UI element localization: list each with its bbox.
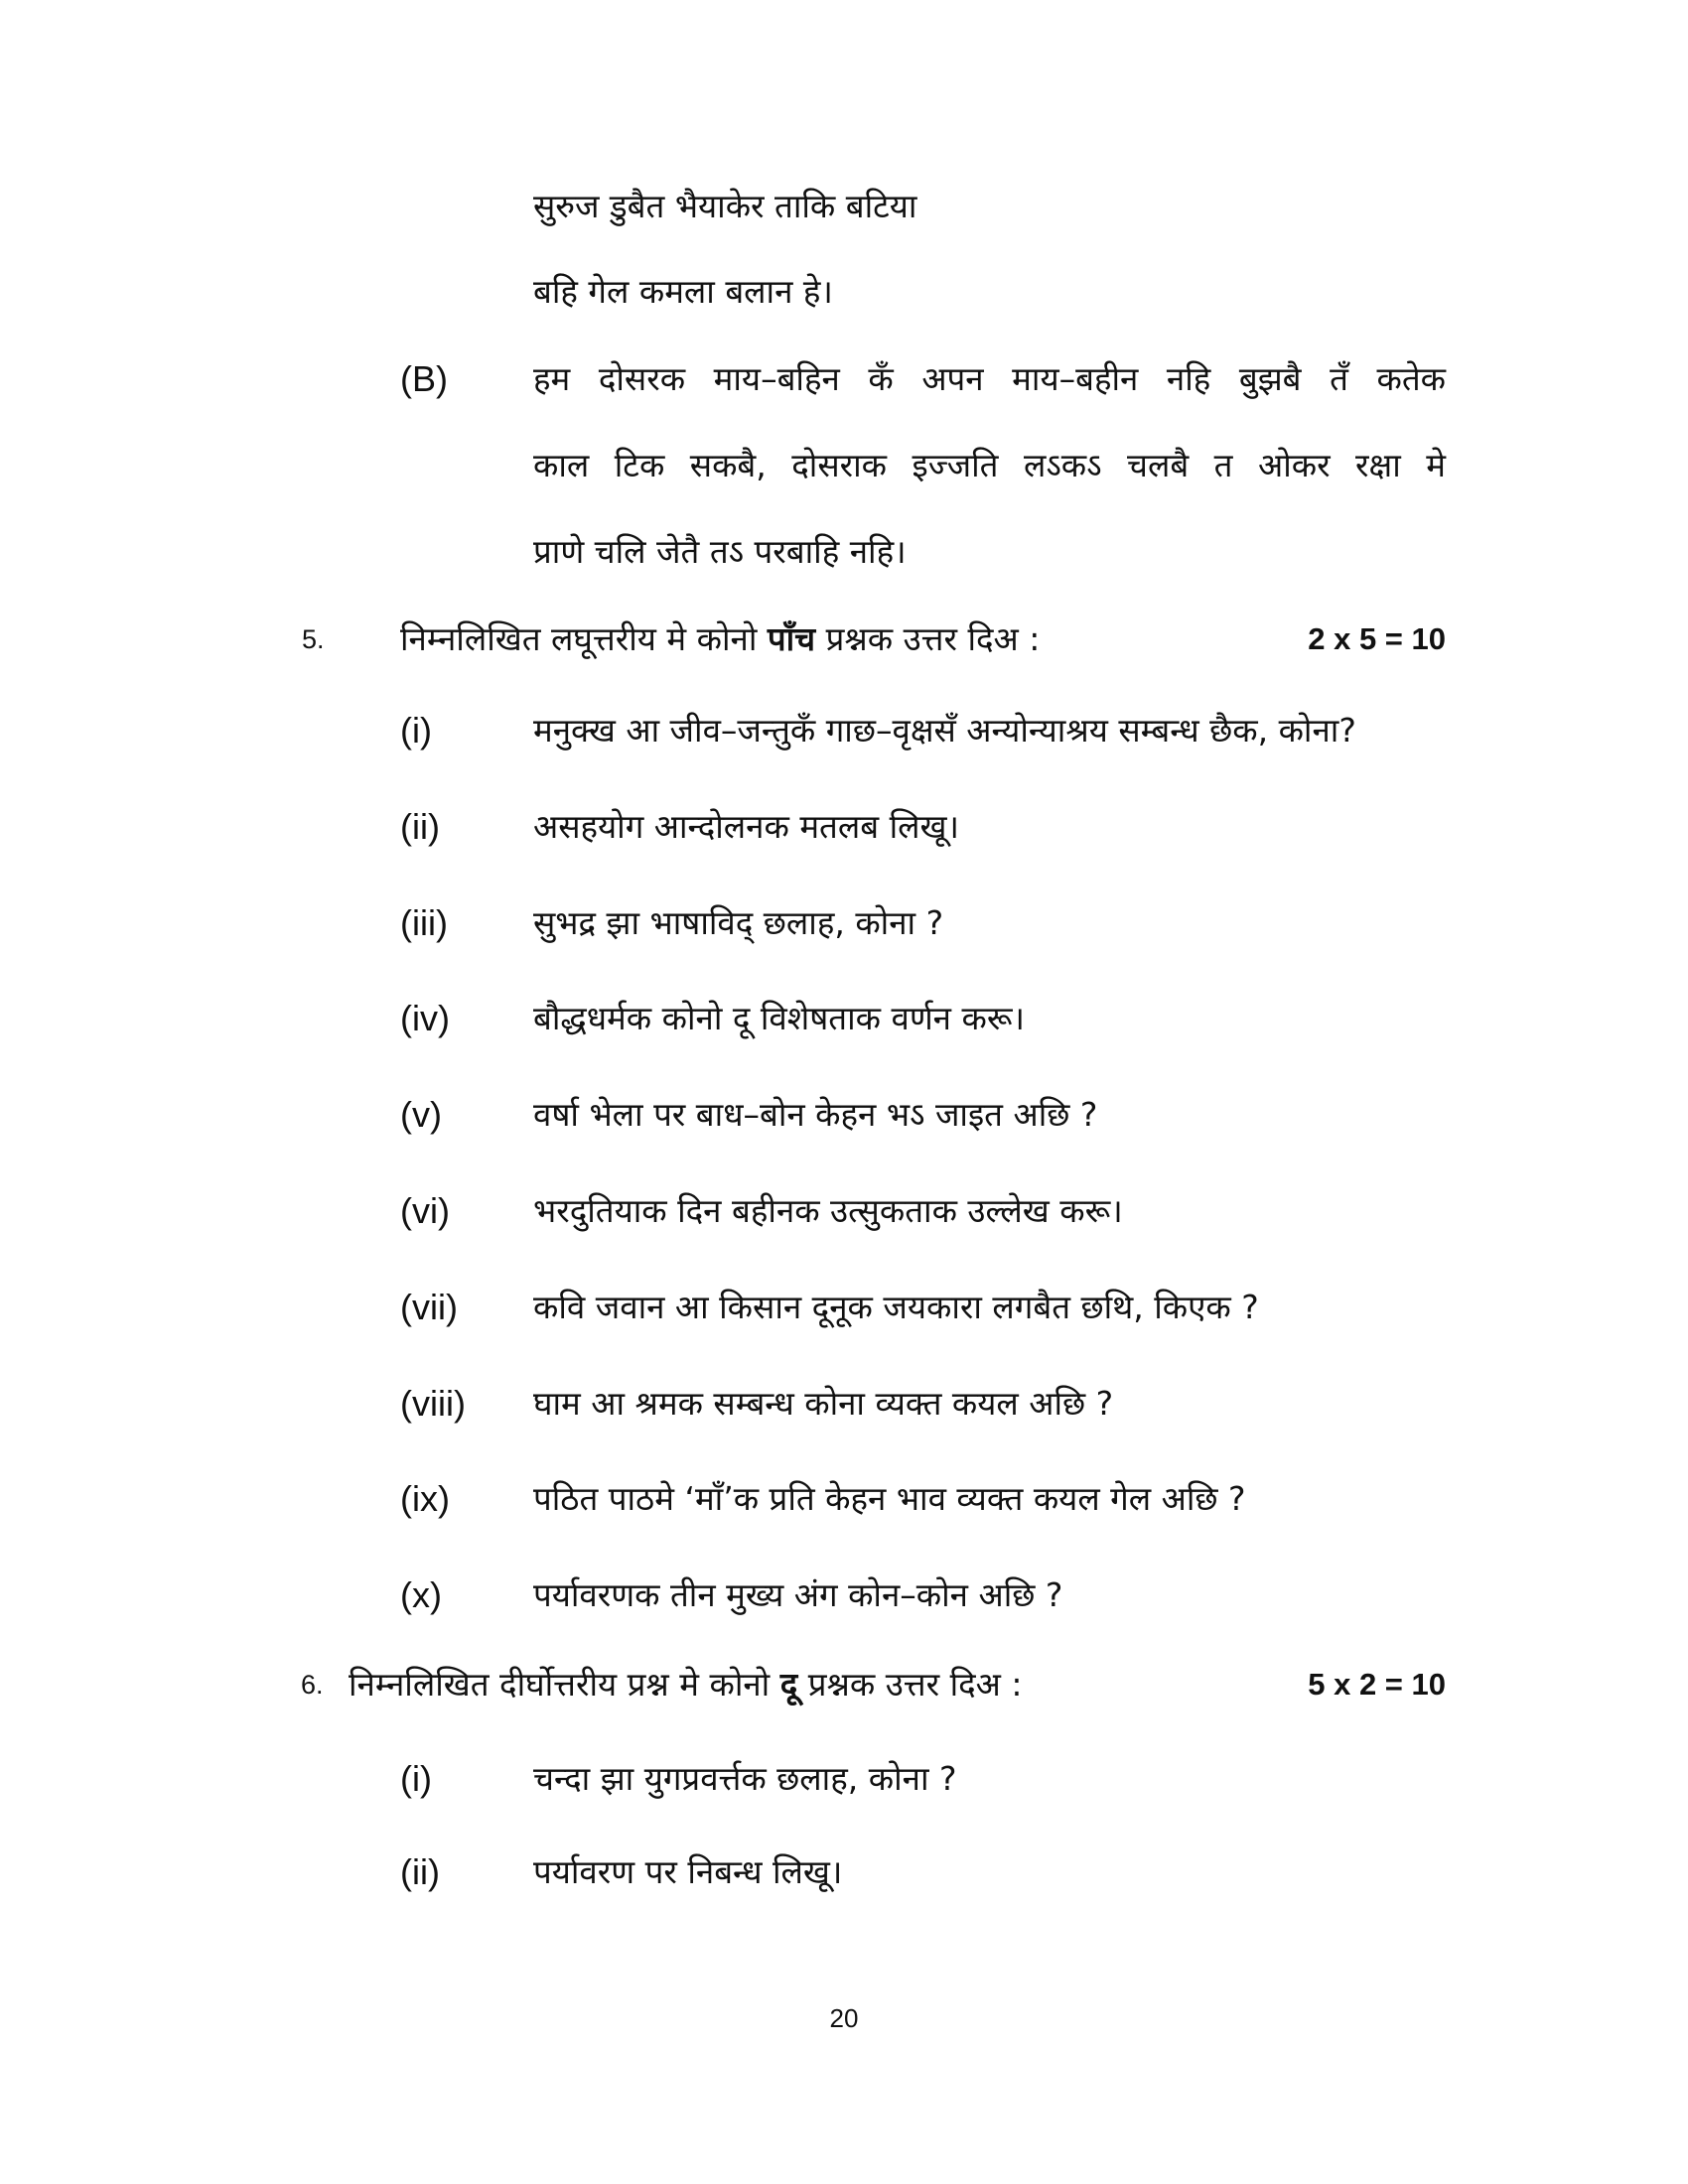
passage-b-line-1: हम दोसरक माय–बहिन कँ अपन माय–बहीन नहि बुझबै तँ कतेक [533,359,1446,398]
q5-item-label: (x) [400,1574,442,1616]
q5-count: पाँच [767,619,816,658]
passage-a-line-1: सुरुज डुबैत भैयाकेर ताकि बटिया [533,187,917,225]
q5-item-label: (iv) [400,998,450,1039]
q5-marks: 2 x 5 = 10 [1308,621,1446,656]
q5-item-label: (i) [400,710,432,751]
q5-item-label: (iii) [400,901,448,943]
passage-a-line-2: बहि गेल कमला बलान हे। [533,272,833,311]
q5-item-text: पठित पाठमे ‘माँ’क प्रति केहन भाव व्यक्त कयल गेल अछि ? [533,1479,1246,1519]
q5-item-text: कवि जवान आ किसान दूनूक जयकारा लगबैत छथि, किएक ? [533,1287,1259,1326]
q5-number: 5. [302,624,325,654]
q5-item-text: मनुक्ख आ जीव–जन्तुकँ गाछ–वृक्षसँ अन्योन्याश्रय सम्बन्ध छैक, कोना? [533,711,1356,750]
q6-item-text: पर्यावरण पर निबन्ध लिखू। [533,1852,843,1891]
q6-count: दू [779,1665,798,1704]
q5-item-label: (vii) [400,1286,458,1327]
q6-marks: 5 x 2 = 10 [1308,1667,1446,1702]
q6-item-text: चन्दा झा युगप्रवर्त्तक छलाह, कोना ? [533,1759,957,1798]
q6-text: निम्नलिखित दीर्घोत्तरीय प्रश्न मे कोनो [349,1665,780,1704]
passage-b-line-3: प्राणे चलि जेतै तऽ परबाहि नहि। [533,532,907,571]
q5-item-label: (v) [400,1094,442,1136]
q5-item-label: (ix) [400,1478,450,1520]
q5-text: निम्नलिखित लघूत्तरीय मे कोनो [400,619,768,658]
q5-text-end: प्रश्नक उत्तर दिअ : [815,619,1041,658]
q5-item-text: वर्षा भेला पर बाध–बोन केहन भऽ जाइत अछि ? [533,1095,1098,1135]
q5-item-text: असहयोग आन्दोलनक मतलब लिखू। [533,806,959,846]
q5-item-text: बौद्धधर्मक कोनो दू विशेषताक वर्णन करू। [533,999,1025,1038]
q5-item-label: (ii) [400,805,440,847]
q6-item-label: (ii) [400,1851,440,1892]
q5-item-label: (viii) [400,1382,466,1424]
q5-instruction [400,617,1040,661]
page-number: 20 [829,2003,859,2033]
q6-instruction [349,1663,1022,1706]
passage-b-line-2: काल टिक सकबै, दोसराक इज्जति लऽकऽ चलबै त ओकर रक्षा मे [533,446,1446,484]
q6-text-end: प्रश्नक उत्तर दिअ : [797,1665,1023,1704]
q5-item-label: (vi) [400,1190,450,1231]
q5-item-text: घाम आ श्रमक सम्बन्ध कोना व्यक्त कयल अछि ? [533,1383,1114,1423]
q6-number: 6. [301,1670,324,1700]
q6-item-label: (i) [400,1758,432,1799]
passage-b-label: (B) [400,358,448,399]
q5-item-text: सुभद्र झा भाषाविद् छलाह, कोना ? [533,902,944,942]
q5-item-text: पर्यावरणक तीन मुख्य अंग कोन–कोन अछि ? [533,1575,1063,1615]
q5-item-text: भरदुतियाक दिन बहीनक उत्सुकताक उल्लेख करू। [533,1191,1123,1230]
